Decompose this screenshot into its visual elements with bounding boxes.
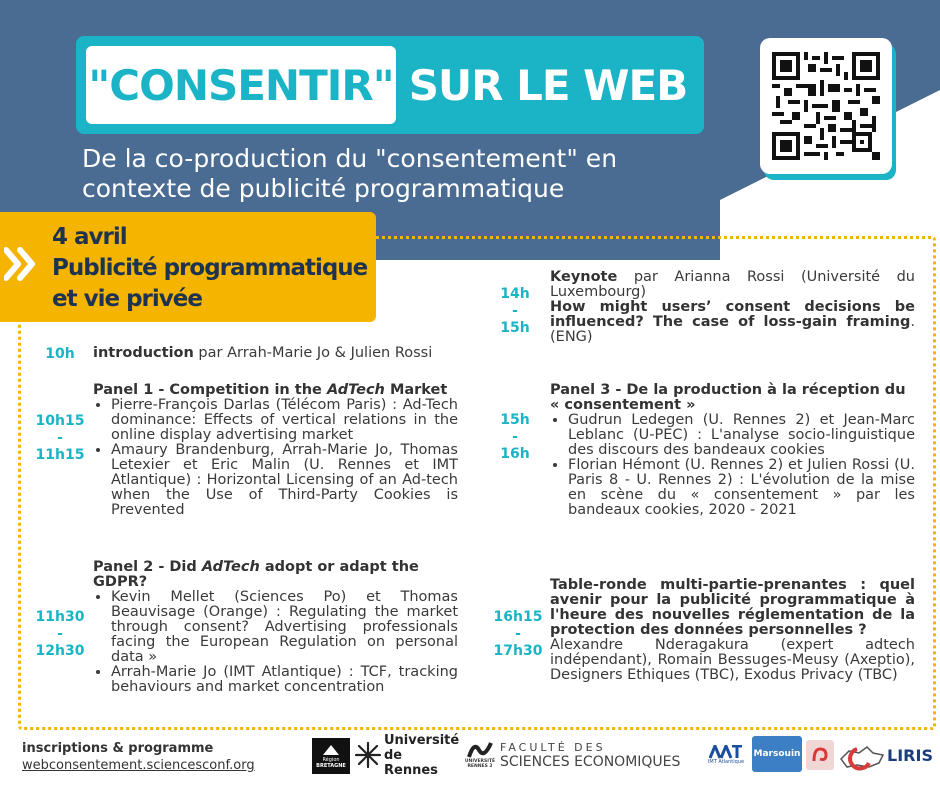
registration-link[interactable]: webconsentement.sciencesconf.org: [22, 758, 255, 773]
roundtable-heading: Table-ronde multi-partie-prenantes : quel avenir pour la publicité programmatique à l'heure des nouvelles réglementation de la protection des données personnelles ?: [550, 577, 915, 638]
double-chevron-icon: [4, 244, 38, 284]
time-start: 10h15: [35, 413, 85, 429]
time-end: 11h15: [35, 447, 85, 463]
time-dash: -: [512, 303, 518, 319]
time-end: 15h: [500, 320, 530, 336]
subtitle: De la co-production du "consentement" en contexte de publicité programmatique: [82, 144, 618, 203]
keynote-title: How might users’ consent decisions be influenced? The case of loss-gain framing: [550, 299, 915, 330]
footer-label: inscriptions & programme: [22, 741, 214, 756]
roundtable-block: [550, 578, 915, 683]
crem-map-icon: [839, 739, 885, 771]
time-dash: -: [57, 626, 63, 642]
time-end: 12h30: [35, 643, 85, 659]
panel3-item: • Florian Hémont (U. Rennes 2) et Julien Rossi (U. Paris 8 - U. Rennes 2) : L'évolution de la mise en scène du « consentement » par les bandeaux cookies, 2020 - 2021: [568, 458, 915, 518]
keynote-speaker: par Arianna Rossi (Université du Luxembourg): [550, 269, 915, 300]
qr-code[interactable]: [760, 38, 892, 174]
keynote-block: [550, 270, 915, 345]
panel1-item: • Pierre-François Darlas (Télécom Paris) : Ad-Tech dominance: Effects of vertical relations in the online display advertising market: [111, 398, 458, 443]
day-theme: Publicité programmatique et vie privée: [52, 255, 368, 312]
time-dash: -: [515, 626, 521, 642]
time-end: 17h30: [493, 643, 543, 659]
keynote-label: Keynote: [550, 269, 618, 285]
panel2-item: • Arrah-Marie Jo (IMT Atlantique) : TCF, tracking behaviours and market concentration: [111, 665, 458, 695]
time-panel2: [32, 609, 88, 660]
time-10h: 10h: [45, 346, 75, 362]
time-dash: -: [57, 430, 63, 446]
universite-de-rennes-logo: Université de Rennes: [384, 732, 460, 778]
time-panel1: [32, 413, 88, 464]
panel2-heading: Panel 2 - Did AdTech adopt or adapt the GDPR?: [93, 559, 419, 590]
time-start: 16h15: [493, 609, 543, 625]
rennes2-wave-icon: [467, 741, 493, 759]
ermine-icon: [321, 743, 341, 757]
qr-code-icon: [772, 52, 880, 160]
imt-atlantique-logo: IMT Atlantique: [706, 740, 746, 770]
region-bretagne-logo: Région BRETAGNE: [312, 738, 350, 774]
panel3-heading: Panel 3 - De la production à la réception du « consentement »: [550, 382, 906, 413]
time-roundtable: [490, 609, 546, 660]
panel3-item: • Gudrun Ledegen (U. Rennes 2) et Jean-Marc Leblanc (U-PEC) : L'analyse socio-linguistique des discours des bandeaux cookies: [568, 413, 915, 458]
roundtable-participants: Alexandre Nderagakura (expert adtech indépendant), Romain Bessuges-Meusy (Axeptio), Designers Ethiques (TBC), Exodus Privacy (TBC): [550, 637, 915, 683]
panel1-item: • Amaury Brandenburg, Arrah-Marie Jo, Thomas Letexier et Eric Malin (U. Rennes et IMT Atlantique) : Horizontal Licensing of an Ad-tech when the Use of Third-Party Cookies is Prevented: [111, 443, 458, 518]
time-panel3: [492, 412, 538, 463]
footer-registration: [22, 740, 255, 774]
crem-logo: [838, 738, 886, 772]
panel1-block: [93, 383, 458, 518]
panel2-item: • Kevin Mellet (Sciences Po) et Thomas Beauvisage (Orange) : Regulating the market through consent? Advertising professionals facing the European Regulation on personal data »: [111, 590, 458, 665]
panel2-block: [93, 560, 458, 695]
intro-speakers: par Arrah-Marie Jo & Julien Rossi: [193, 345, 433, 361]
panel3-block: [550, 383, 915, 518]
partner-swirl-icon: [810, 745, 830, 765]
panel1-heading: Panel 1 - Competition in the AdTech Market: [93, 382, 448, 398]
marsouin-logo: Marsouin: [752, 736, 802, 772]
univ-rennes-mark-icon: [354, 741, 382, 769]
intro-heading: introduction: [93, 345, 194, 361]
univ-rennes2-logo: UNIVERSITÉ RENNES 2: [462, 738, 498, 772]
intro-block: [93, 346, 463, 361]
time-start: 14h: [500, 286, 530, 302]
title-sur-le-web: SUR LE WEB: [408, 60, 688, 110]
liris-logo: LIRIS: [887, 745, 933, 765]
date-label: 4 avril: [52, 224, 127, 250]
time-dash: -: [512, 429, 518, 445]
time-keynote: [492, 286, 538, 337]
title-consentir: "CONSENTIR": [86, 46, 396, 124]
time-start: 15h: [500, 412, 530, 428]
faculte-sciences-eco-logo: FACULTÉ DES SCIENCES ECONOMIQUES: [500, 741, 681, 770]
time-start: 11h30: [35, 609, 85, 625]
partner-logo-red: [806, 740, 834, 770]
imt-mark-icon: [709, 745, 743, 759]
date-heading: [52, 222, 372, 315]
time-end: 16h: [500, 446, 530, 462]
keynote-suffix: . (ENG): [550, 314, 915, 345]
